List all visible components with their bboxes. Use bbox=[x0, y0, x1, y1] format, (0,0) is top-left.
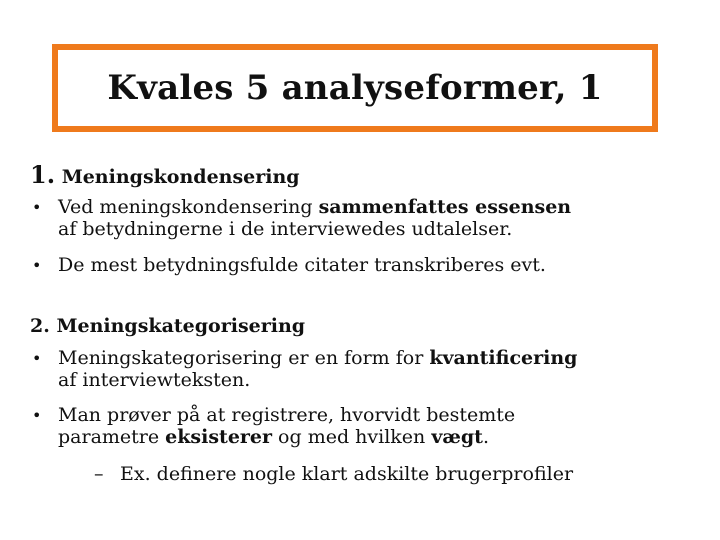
dash-icon: – bbox=[94, 463, 104, 485]
section-1-bullet-2 bbox=[58, 254, 546, 276]
bullet-text-line2: af interviewteksten. bbox=[58, 369, 251, 391]
bullet-text: Ved meningskondensering bbox=[58, 196, 319, 218]
bullet-icon: • bbox=[32, 349, 42, 368]
bullet-text-line2: parametre bbox=[58, 426, 166, 448]
bullet-bold: eksisterer bbox=[165, 426, 273, 448]
section-2-subbullet bbox=[120, 463, 573, 485]
section-1-number: 1. bbox=[30, 160, 56, 189]
bullet-icon: • bbox=[32, 406, 42, 425]
subbullet-text: Ex. definere nogle klart adskilte brugerprofiler bbox=[120, 463, 574, 485]
bullet-text: De mest betydningsfulde citater transkriberes evt. bbox=[58, 254, 546, 276]
slide-title: Kvales 5 analyseformer, 1 bbox=[107, 68, 603, 108]
bullet-text: Man prøver på at registrere, hvorvidt bestemte bbox=[58, 404, 516, 426]
bullet-icon: • bbox=[32, 198, 42, 217]
section-2-bullet-2 bbox=[58, 404, 515, 448]
bullet-bold: vægt bbox=[431, 426, 483, 448]
bullet-text: Meningskategorisering er en form for bbox=[58, 347, 430, 369]
section-2-title: Meningskategorisering bbox=[56, 315, 306, 337]
bullet-text-line2: af betydningerne i de interviewedes udtalelser. bbox=[58, 218, 513, 240]
bullet-bold: kvantificering bbox=[429, 347, 578, 369]
section-2-number: 2. bbox=[30, 315, 50, 337]
section-1-title: Meningskondensering bbox=[61, 166, 300, 188]
section-2-bullet-1 bbox=[58, 347, 577, 391]
bullet-icon: • bbox=[32, 256, 42, 275]
section-1-bullet-1 bbox=[58, 196, 571, 240]
bullet-text: . bbox=[482, 426, 490, 448]
bullet-bold: sammenfattes essensen bbox=[318, 196, 572, 218]
bullet-text: og med hvilken bbox=[272, 426, 432, 448]
section-2-heading bbox=[30, 315, 305, 337]
section-1-heading bbox=[30, 160, 300, 189]
